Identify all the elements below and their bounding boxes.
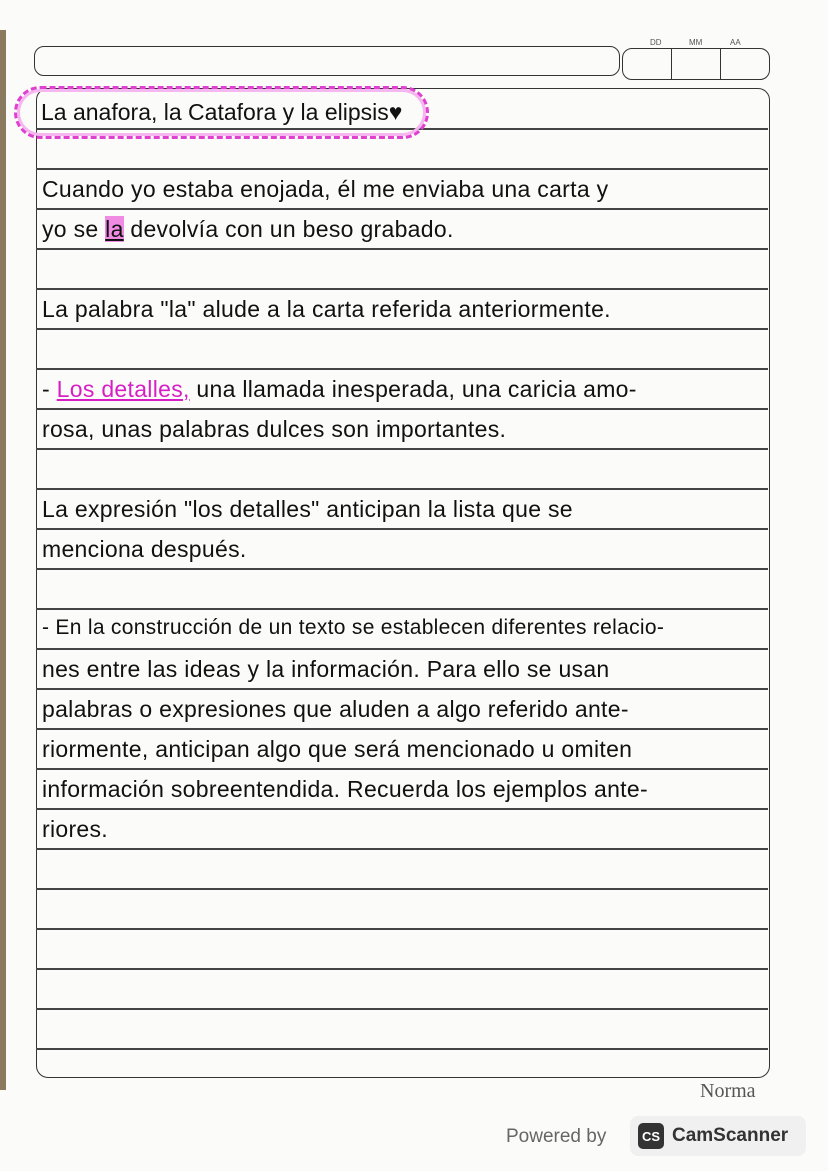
page-edge [0,30,6,1090]
date-label-mm: MM [689,38,703,47]
text-line: palabras o expresiones que aluden a algo referido ante- [42,696,629,722]
ruled-line [36,728,768,730]
ruled-line [36,448,768,450]
camscanner-logo-icon: CS [638,1123,664,1149]
powered-by-text: Powered by [506,1126,607,1147]
ruled-line [36,328,768,330]
date-box [622,48,770,80]
ruled-line [36,608,768,610]
ruled-line [36,928,768,930]
ruled-line [36,968,768,970]
highlighted-phrase: Los detalles, [56,376,190,402]
text-line: yo se la devolvía con un beso grabado. [42,216,454,242]
ruled-line [36,568,768,570]
ruled-line [36,408,768,410]
text-line: información sobreentendida. Recuerda los ejemplos ante- [42,776,648,802]
ruled-line [36,1048,768,1050]
ruled-line [36,808,768,810]
text-line: Cuando yo estaba enojada, él me enviaba una carta y [42,176,609,202]
ruled-line [36,848,768,850]
ruled-line [36,648,768,650]
notebook-brand-logo: Norma [700,1080,756,1102]
date-label-dd: DD [650,38,662,47]
text-line: La palabra "la" alude a la carta referida anteriormente. [42,296,611,322]
text-line: rosa, unas palabras dulces son importantes. [42,416,507,442]
ruled-line [36,248,768,250]
ruled-line [36,168,768,170]
ruled-line [36,688,768,690]
page-title: La anafora, la Catafora y la elipsis♥ [14,86,429,139]
text-line: La expresión "los detalles" anticipan la lista que se [42,496,573,522]
ruled-line [36,488,768,490]
highlighted-word: la [105,216,124,242]
ruled-line [36,888,768,890]
ruled-line [36,768,768,770]
text-line: menciona después. [42,536,247,562]
text-line: - Los detalles, una llamada inesperada, una caricia amo- [42,376,637,402]
ruled-line [36,288,768,290]
header-box [34,46,620,76]
date-label-aa: AA [730,38,741,47]
text-line: riormente, anticipan algo que será mencionado u omiten [42,736,633,762]
ruled-line [36,1008,768,1010]
camscanner-badge [630,1116,806,1156]
text-line: riores. [42,816,109,842]
ruled-line [36,208,768,210]
ruled-line [36,368,768,370]
ruled-line [36,528,768,530]
text-line: - En la construcción de un texto se establecen diferentes relacio- [42,616,665,639]
text-line: nes entre las ideas y la información. Para ello se usan [42,656,610,682]
camscanner-name: CamScanner [672,1125,789,1146]
